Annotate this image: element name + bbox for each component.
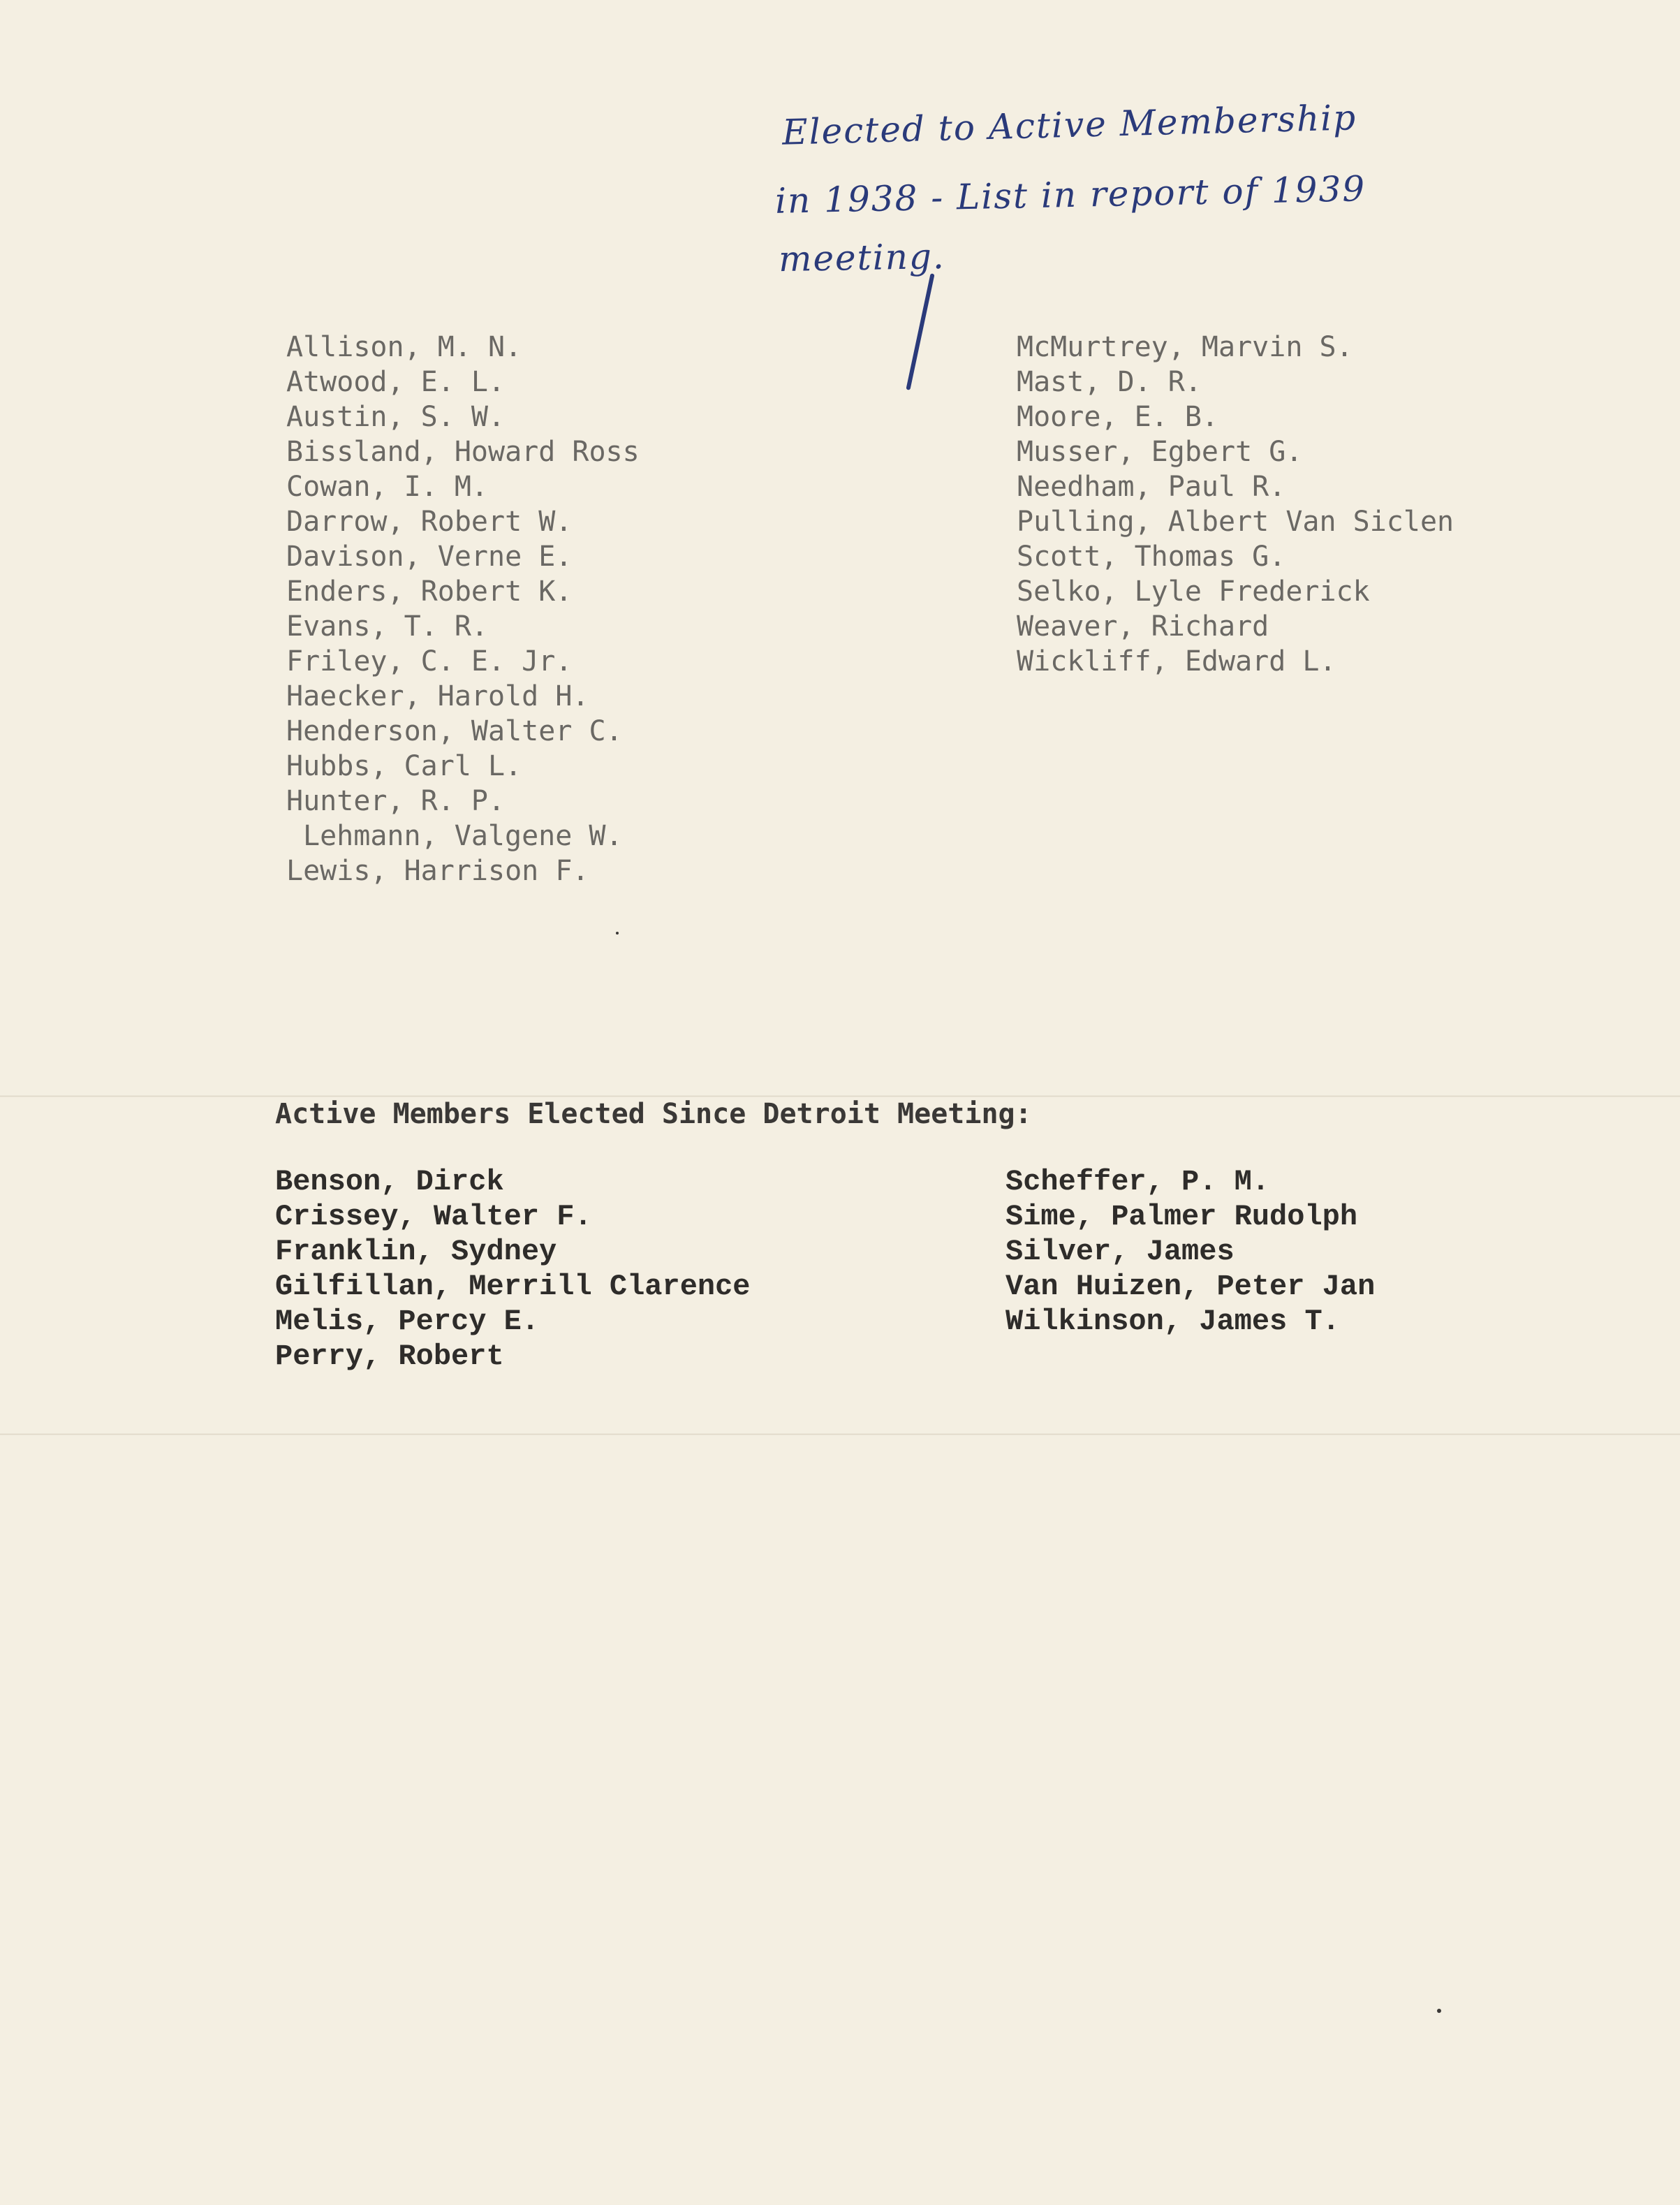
paper-fold-line [0,1433,1680,1435]
member-name: Cowan, I. M. [286,471,488,503]
paper-fold-line [0,1095,1680,1097]
member-name: Evans, T. R. [286,610,488,643]
member-name: Friley, C. E. Jr. [286,645,573,677]
member-name: Selko, Lyle Frederick [1017,576,1370,608]
member-name: Melis, Percy E. [275,1305,540,1338]
member-name: Van Huizen, Peter Jan [1005,1270,1376,1303]
member-list-detroit-left [275,1164,751,1374]
member-name: Benson, Dirck [275,1165,504,1199]
member-name: Hubbs, Carl L. [286,750,522,782]
member-name: Weaver, Richard [1017,610,1269,643]
handwritten-line: in 1938 - List in report of 1939 [774,168,1366,221]
paper-speck [1437,2009,1441,2013]
member-name: Moore, E. B. [1017,401,1218,433]
member-name: Perry, Robert [275,1340,504,1373]
handwritten-stroke [906,273,934,390]
member-list-1938-left [286,330,640,888]
member-name: Bissland, Howard Ross [286,436,640,468]
member-name: Wilkinson, James T. [1005,1305,1340,1338]
member-name: Sime, Palmer Rudolph [1005,1200,1358,1233]
section-heading: Active Members Elected Since Detroit Meeting: [275,1098,1032,1130]
member-name: Needham, Paul R. [1017,471,1286,503]
member-name: Lehmann, Valgene W. [303,820,623,852]
member-name: Silver, James [1005,1235,1235,1268]
member-name: Henderson, Walter C. [286,715,623,747]
member-name: Darrow, Robert W. [286,506,573,538]
handwritten-line: Elected to Active Membership [781,97,1357,153]
member-name: Haecker, Harold H. [286,680,589,712]
member-name: Austin, S. W. [286,401,506,433]
member-list-detroit-right [1005,1164,1375,1339]
member-name: Wickliff, Edward L. [1017,645,1336,677]
member-name: Scheffer, P. M. [1005,1165,1270,1199]
member-name: Allison, M. N. [286,331,522,363]
member-name: Lewis, Harrison F. [286,855,589,887]
member-name: Musser, Egbert G. [1017,436,1303,468]
member-name: Enders, Robert K. [286,576,573,608]
member-name: Gilfillan, Merrill Clarence [275,1270,751,1303]
member-name: Atwood, E. L. [286,366,506,398]
member-name: Davison, Verne E. [286,541,573,573]
member-name: Crissey, Walter F. [275,1200,592,1233]
member-name: Franklin, Sydney [275,1235,557,1268]
member-list-1938-right [1017,330,1454,679]
handwritten-note [775,98,1599,307]
member-name: Mast, D. R. [1017,366,1202,398]
member-name: Hunter, R. P. [286,785,506,817]
member-name: McMurtrey, Marvin S. [1017,331,1353,363]
member-name: Pulling, Albert Van Siclen [1017,506,1454,538]
member-name: Scott, Thomas G. [1017,541,1286,573]
handwritten-line: meeting. [778,235,946,280]
paper-speck [616,932,619,935]
